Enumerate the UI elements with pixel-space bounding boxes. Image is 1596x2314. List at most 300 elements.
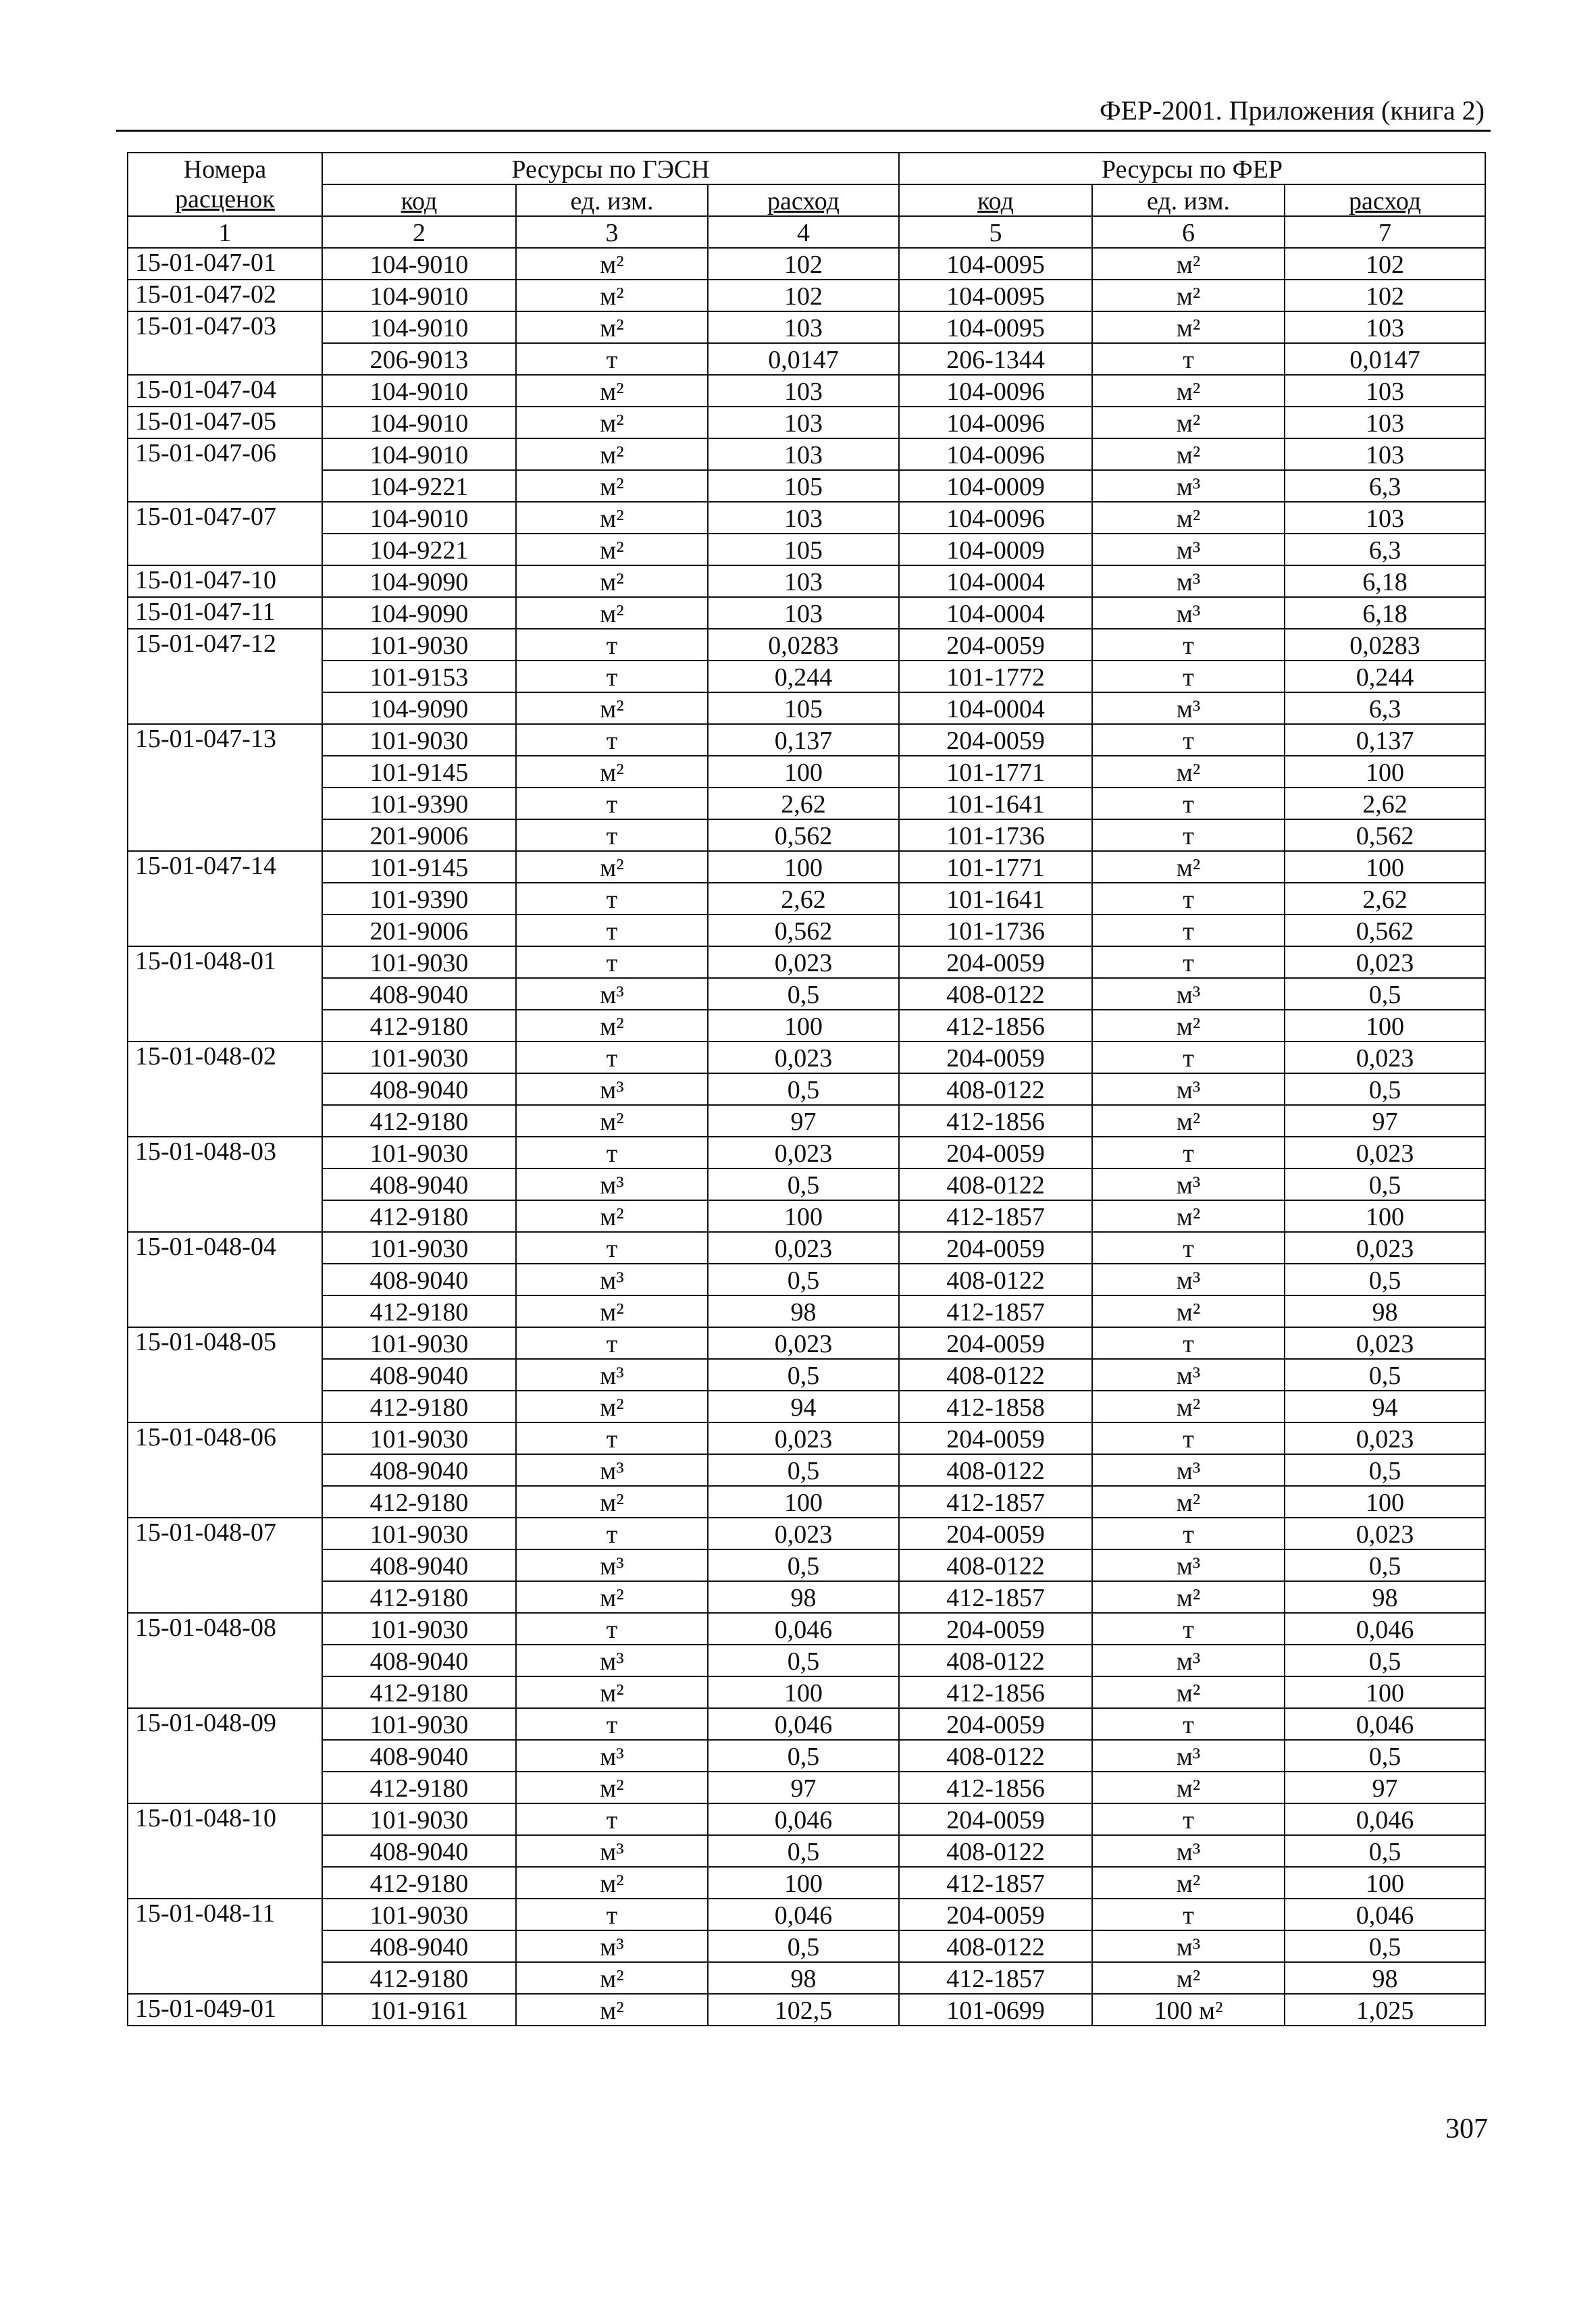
gesn-code-cell: 206-9013 [322, 343, 516, 375]
gesn-qty-cell: 98 [708, 1962, 899, 1994]
gesn-qty-cell: 102,5 [708, 1994, 899, 2026]
gesn-unit-cell: м² [516, 534, 708, 565]
table-row [128, 629, 1485, 661]
fer-qty-cell: 0,562 [1285, 819, 1485, 851]
gesn-qty-cell: 0,046 [708, 1613, 899, 1645]
gesn-qty-cell: 102 [708, 280, 899, 311]
fer-qty-cell: 100 [1285, 1676, 1485, 1708]
table-row [128, 692, 1485, 724]
gesn-code-cell: 104-9010 [322, 248, 516, 280]
fer-code-cell: 101-0699 [899, 1994, 1092, 2026]
gesn-qty-cell: 0,046 [708, 1899, 899, 1930]
table-row [128, 883, 1485, 915]
gesn-code-cell: 101-9145 [322, 851, 516, 883]
fer-unit-cell: м³ [1092, 1549, 1285, 1581]
rate-number-cell: 15-01-048-11 [128, 1899, 322, 1994]
fer-unit-cell: м³ [1092, 597, 1285, 629]
fer-unit-cell: м³ [1092, 1930, 1285, 1962]
fer-code-cell: 104-0096 [899, 375, 1092, 407]
gesn-unit-cell: м³ [516, 1168, 708, 1200]
fer-code-cell: 104-0095 [899, 311, 1092, 343]
gesn-unit-cell: м² [516, 565, 708, 597]
gesn-code-cell: 101-9390 [322, 788, 516, 819]
gesn-unit-cell: м² [516, 438, 708, 470]
table-row [128, 1803, 1485, 1835]
fer-unit-cell: т [1092, 1042, 1285, 1073]
gesn-unit-cell: м³ [516, 1549, 708, 1581]
gesn-code-cell: 412-9180 [322, 1486, 516, 1518]
gesn-unit-cell: м² [516, 1994, 708, 2026]
fer-unit-cell: м² [1092, 1295, 1285, 1327]
rates-header-line1: Номера [183, 155, 267, 184]
gesn-qty-cell: 94 [708, 1391, 899, 1422]
table-row [128, 1232, 1485, 1264]
fer-qty-cell: 0,5 [1285, 1930, 1485, 1962]
fer-unit-cell: т [1092, 1422, 1285, 1454]
gesn-unit-cell: т [516, 1137, 708, 1168]
column-number: 4 [708, 216, 899, 248]
gesn-unit-cell: м² [516, 311, 708, 343]
gesn-unit-cell: м² [516, 1105, 708, 1137]
gesn-qty-cell: 0,244 [708, 661, 899, 692]
fer-qty-cell: 94 [1285, 1391, 1485, 1422]
gesn-qty-cell: 0,0147 [708, 343, 899, 375]
gesn-unit-cell: т [516, 915, 708, 946]
gesn-qty-cell: 0,5 [708, 1168, 899, 1200]
table-row [128, 946, 1485, 978]
gesn-qty-header: расход [708, 184, 899, 216]
fer-qty-cell: 0,5 [1285, 1168, 1485, 1200]
gesn-code-cell: 408-9040 [322, 1835, 516, 1867]
gesn-unit-cell: м³ [516, 1835, 708, 1867]
fer-code-cell: 412-1857 [899, 1962, 1092, 1994]
gesn-qty-cell: 0,023 [708, 1137, 899, 1168]
table-row [128, 1708, 1485, 1740]
fer-qty-cell: 103 [1285, 375, 1485, 407]
rate-number-cell: 15-01-048-04 [128, 1232, 322, 1327]
gesn-code-cell: 101-9030 [322, 1803, 516, 1835]
rate-number-cell: 15-01-048-01 [128, 946, 322, 1042]
gesn-code-cell: 104-9010 [322, 407, 516, 438]
fer-unit-cell: т [1092, 1803, 1285, 1835]
fer-code-cell: 204-0059 [899, 1422, 1092, 1454]
gesn-code-cell: 412-9180 [322, 1581, 516, 1613]
rate-number-cell: 15-01-048-06 [128, 1422, 322, 1518]
rate-number-cell: 15-01-048-05 [128, 1327, 322, 1422]
table-row [128, 1295, 1485, 1327]
gesn-qty-cell: 100 [708, 1486, 899, 1518]
column-numbers-row [128, 216, 1485, 248]
fer-unit-cell: т [1092, 724, 1285, 756]
gesn-code-cell: 101-9030 [322, 1899, 516, 1930]
fer-code-header: код [899, 184, 1092, 216]
fer-unit-cell: м³ [1092, 692, 1285, 724]
table-row [128, 1359, 1485, 1391]
gesn-code-cell: 101-9030 [322, 1422, 516, 1454]
gesn-code-cell: 408-9040 [322, 1168, 516, 1200]
gesn-qty-cell: 0,5 [708, 1359, 899, 1391]
fer-qty-cell: 0,023 [1285, 1042, 1485, 1073]
fer-qty-cell: 0,5 [1285, 1264, 1485, 1295]
table-row [128, 280, 1485, 311]
gesn-code-cell: 412-9180 [322, 1010, 516, 1042]
fer-code-cell: 408-0122 [899, 1168, 1092, 1200]
table-row [128, 1168, 1485, 1200]
gesn-unit-cell: м³ [516, 1073, 708, 1105]
fer-qty-cell: 0,046 [1285, 1613, 1485, 1645]
gesn-qty-cell: 98 [708, 1581, 899, 1613]
table-row [128, 1867, 1485, 1899]
fer-code-cell: 412-1857 [899, 1295, 1092, 1327]
gesn-code-cell: 201-9006 [322, 819, 516, 851]
gesn-code-cell: 408-9040 [322, 978, 516, 1010]
fer-unit-cell: т [1092, 1613, 1285, 1645]
gesn-qty-cell: 105 [708, 534, 899, 565]
gesn-code-cell: 101-9145 [322, 756, 516, 788]
gesn-unit-cell: т [516, 1613, 708, 1645]
gesn-group-header: Ресурсы по ГЭСН [322, 153, 899, 184]
fer-code-cell: 408-0122 [899, 1930, 1092, 1962]
table-row [128, 1454, 1485, 1486]
gesn-qty-cell: 103 [708, 375, 899, 407]
gesn-code-cell: 408-9040 [322, 1359, 516, 1391]
gesn-unit-cell: т [516, 1042, 708, 1073]
fer-code-cell: 104-0096 [899, 502, 1092, 534]
fer-qty-cell: 100 [1285, 756, 1485, 788]
gesn-qty-cell: 97 [708, 1105, 899, 1137]
gesn-qty-cell: 2,62 [708, 883, 899, 915]
gesn-unit-cell: м³ [516, 1930, 708, 1962]
table-row [128, 1645, 1485, 1676]
fer-qty-cell: 103 [1285, 438, 1485, 470]
gesn-unit-cell: т [516, 1232, 708, 1264]
table-row [128, 1962, 1485, 1994]
fer-qty-cell: 0,0147 [1285, 343, 1485, 375]
fer-code-cell: 412-1856 [899, 1676, 1092, 1708]
gesn-code-cell: 412-9180 [322, 1867, 516, 1899]
table-row [128, 1105, 1485, 1137]
fer-qty-cell: 102 [1285, 280, 1485, 311]
rate-number-cell: 15-01-049-01 [128, 1994, 322, 2026]
fer-qty-cell: 0,5 [1285, 1549, 1485, 1581]
fer-code-cell: 408-0122 [899, 1073, 1092, 1105]
gesn-unit-cell: м² [516, 1962, 708, 1994]
gesn-code-cell: 408-9040 [322, 1740, 516, 1772]
gesn-code-cell: 201-9006 [322, 915, 516, 946]
table-row [128, 1676, 1485, 1708]
rate-number-cell: 15-01-047-05 [128, 407, 322, 438]
gesn-unit-cell: м² [516, 375, 708, 407]
gesn-qty-cell: 97 [708, 1772, 899, 1803]
table-row [128, 565, 1485, 597]
table-row [128, 1899, 1485, 1930]
fer-code-cell: 104-0009 [899, 534, 1092, 565]
fer-unit-cell: т [1092, 819, 1285, 851]
fer-qty-cell: 103 [1285, 502, 1485, 534]
gesn-code-cell: 408-9040 [322, 1454, 516, 1486]
gesn-code-header: код [322, 184, 516, 216]
fer-qty-cell: 6,3 [1285, 692, 1485, 724]
fer-unit-cell: м² [1092, 375, 1285, 407]
fer-unit-cell: т [1092, 915, 1285, 946]
gesn-qty-cell: 102 [708, 248, 899, 280]
header-rule [116, 130, 1491, 132]
table-row [128, 1740, 1485, 1772]
gesn-code-cell: 412-9180 [322, 1962, 516, 1994]
fer-code-cell: 408-0122 [899, 1264, 1092, 1295]
fer-qty-cell: 0,023 [1285, 946, 1485, 978]
rate-number-cell: 15-01-048-08 [128, 1613, 322, 1708]
fer-qty-cell: 103 [1285, 407, 1485, 438]
fer-code-cell: 101-1771 [899, 851, 1092, 883]
fer-unit-cell: м² [1092, 311, 1285, 343]
fer-unit-cell: т [1092, 788, 1285, 819]
gesn-unit-cell: м³ [516, 978, 708, 1010]
fer-code-cell: 104-0004 [899, 597, 1092, 629]
page-header-title: ФЕР-2001. Приложения (книга 2) [1100, 95, 1485, 126]
rates-column-header [128, 153, 322, 216]
gesn-code-cell: 104-9090 [322, 565, 516, 597]
table-row [128, 1200, 1485, 1232]
gesn-qty-cell: 0,5 [708, 1549, 899, 1581]
gesn-unit-cell: м² [516, 1581, 708, 1613]
gesn-unit-cell: т [516, 788, 708, 819]
column-number: 6 [1092, 216, 1285, 248]
table-row [128, 788, 1485, 819]
fer-unit-cell: м³ [1092, 1264, 1285, 1295]
gesn-qty-cell: 0,023 [708, 946, 899, 978]
rate-number-cell: 15-01-047-02 [128, 280, 322, 311]
gesn-unit-cell: м² [516, 1010, 708, 1042]
rate-number-cell: 15-01-047-12 [128, 629, 322, 724]
rate-number-cell: 15-01-047-04 [128, 375, 322, 407]
table-row [128, 1073, 1485, 1105]
fer-unit-cell: м³ [1092, 1168, 1285, 1200]
gesn-qty-cell: 0,5 [708, 1835, 899, 1867]
table-row [128, 978, 1485, 1010]
gesn-unit-cell: т [516, 1422, 708, 1454]
table-row [128, 438, 1485, 470]
gesn-code-cell: 101-9030 [322, 1137, 516, 1168]
fer-qty-cell: 0,5 [1285, 1454, 1485, 1486]
fer-unit-cell: м² [1092, 502, 1285, 534]
fer-unit-cell: м² [1092, 1867, 1285, 1899]
fer-qty-cell: 0,023 [1285, 1137, 1485, 1168]
fer-code-cell: 101-1772 [899, 661, 1092, 692]
table-row [128, 1772, 1485, 1803]
fer-unit-cell: т [1092, 1232, 1285, 1264]
fer-code-cell: 204-0059 [899, 629, 1092, 661]
gesn-unit-cell: т [516, 1518, 708, 1549]
table-body [128, 248, 1485, 2026]
gesn-code-cell: 412-9180 [322, 1391, 516, 1422]
gesn-code-cell: 101-9030 [322, 629, 516, 661]
rate-number-cell: 15-01-048-03 [128, 1137, 322, 1232]
gesn-unit-cell: м² [516, 502, 708, 534]
gesn-unit-cell: м² [516, 692, 708, 724]
fer-code-cell: 204-0059 [899, 1232, 1092, 1264]
rate-number-cell: 15-01-047-06 [128, 438, 322, 502]
gesn-unit-cell: т [516, 819, 708, 851]
gesn-qty-cell: 100 [708, 1010, 899, 1042]
fer-unit-cell: м³ [1092, 1073, 1285, 1105]
fer-qty-cell: 0,5 [1285, 1073, 1485, 1105]
fer-code-cell: 408-0122 [899, 1740, 1092, 1772]
gesn-unit-cell: м³ [516, 1645, 708, 1676]
fer-code-cell: 204-0059 [899, 724, 1092, 756]
fer-code-cell: 408-0122 [899, 1835, 1092, 1867]
fer-unit-cell: т [1092, 946, 1285, 978]
rate-number-cell: 15-01-047-11 [128, 597, 322, 629]
gesn-code-cell: 104-9010 [322, 438, 516, 470]
fer-qty-cell: 6,3 [1285, 534, 1485, 565]
gesn-unit-cell: т [516, 1708, 708, 1740]
fer-code-cell: 412-1858 [899, 1391, 1092, 1422]
table-row [128, 1994, 1485, 2026]
gesn-code-cell: 412-9180 [322, 1676, 516, 1708]
gesn-code-cell: 101-9030 [322, 724, 516, 756]
table-row [128, 1613, 1485, 1645]
gesn-unit-cell: м³ [516, 1264, 708, 1295]
fer-qty-cell: 0,5 [1285, 1359, 1485, 1391]
gesn-qty-cell: 0,023 [708, 1042, 899, 1073]
gesn-unit-cell: м² [516, 407, 708, 438]
fer-unit-cell: м² [1092, 851, 1285, 883]
fer-code-cell: 204-0059 [899, 1613, 1092, 1645]
fer-unit-cell: м³ [1092, 1740, 1285, 1772]
fer-code-cell: 204-0059 [899, 1708, 1092, 1740]
fer-unit-cell: т [1092, 1899, 1285, 1930]
fer-qty-cell: 98 [1285, 1581, 1485, 1613]
gesn-code-cell: 412-9180 [322, 1295, 516, 1327]
table-row [128, 1581, 1485, 1613]
gesn-code-cell: 101-9030 [322, 1613, 516, 1645]
fer-unit-cell: т [1092, 1708, 1285, 1740]
rate-number-cell: 15-01-047-13 [128, 724, 322, 851]
fer-unit-cell: м² [1092, 248, 1285, 280]
fer-code-cell: 104-0009 [899, 470, 1092, 502]
fer-code-cell: 104-0095 [899, 248, 1092, 280]
fer-qty-cell: 100 [1285, 1010, 1485, 1042]
fer-unit-cell: м³ [1092, 565, 1285, 597]
fer-qty-cell: 6,18 [1285, 597, 1485, 629]
gesn-qty-cell: 100 [708, 1200, 899, 1232]
fer-code-cell: 101-1771 [899, 756, 1092, 788]
gesn-unit-cell: м² [516, 597, 708, 629]
fer-code-cell: 412-1856 [899, 1010, 1092, 1042]
gesn-qty-cell: 103 [708, 502, 899, 534]
fer-qty-cell: 97 [1285, 1105, 1485, 1137]
gesn-qty-cell: 100 [708, 851, 899, 883]
fer-unit-cell: м² [1092, 1962, 1285, 1994]
fer-unit-cell: м³ [1092, 470, 1285, 502]
rate-number-cell: 15-01-047-14 [128, 851, 322, 946]
fer-qty-cell: 102 [1285, 248, 1485, 280]
fer-qty-cell: 100 [1285, 851, 1485, 883]
fer-qty-cell: 98 [1285, 1295, 1485, 1327]
column-number: 1 [128, 216, 322, 248]
fer-code-cell: 408-0122 [899, 1645, 1092, 1676]
column-number: 5 [899, 216, 1092, 248]
fer-qty-cell: 100 [1285, 1486, 1485, 1518]
fer-unit-cell: м² [1092, 280, 1285, 311]
gesn-qty-cell: 0,023 [708, 1422, 899, 1454]
fer-unit-cell: м² [1092, 1676, 1285, 1708]
gesn-unit-cell: т [516, 883, 708, 915]
fer-unit-cell: м² [1092, 1391, 1285, 1422]
fer-code-cell: 408-0122 [899, 978, 1092, 1010]
fer-code-cell: 204-0059 [899, 1518, 1092, 1549]
rate-number-cell: 15-01-047-07 [128, 502, 322, 565]
table-row [128, 1010, 1485, 1042]
gesn-qty-cell: 0,5 [708, 1073, 899, 1105]
fer-qty-cell: 6,18 [1285, 565, 1485, 597]
gesn-code-cell: 408-9040 [322, 1645, 516, 1676]
gesn-unit-cell: м² [516, 756, 708, 788]
fer-qty-cell: 0,562 [1285, 915, 1485, 946]
fer-unit-cell: м³ [1092, 1454, 1285, 1486]
gesn-unit-cell: м² [516, 1391, 708, 1422]
table-row [128, 502, 1485, 534]
gesn-code-cell: 408-9040 [322, 1549, 516, 1581]
fer-code-cell: 412-1856 [899, 1105, 1092, 1137]
fer-unit-cell: м² [1092, 1486, 1285, 1518]
gesn-qty-cell: 100 [708, 1676, 899, 1708]
gesn-code-cell: 101-9030 [322, 1232, 516, 1264]
fer-qty-cell: 103 [1285, 311, 1485, 343]
gesn-unit-cell: м² [516, 1867, 708, 1899]
gesn-qty-cell: 103 [708, 597, 899, 629]
gesn-unit-cell: т [516, 724, 708, 756]
fer-unit-cell: т [1092, 1518, 1285, 1549]
table-header [128, 153, 1485, 248]
table-row [128, 1549, 1485, 1581]
gesn-code-cell: 101-9030 [322, 1518, 516, 1549]
gesn-qty-cell: 98 [708, 1295, 899, 1327]
rate-number-cell: 15-01-047-03 [128, 311, 322, 375]
gesn-unit-cell: т [516, 343, 708, 375]
gesn-qty-cell: 0,023 [708, 1518, 899, 1549]
gesn-code-cell: 101-9390 [322, 883, 516, 915]
fer-qty-cell: 6,3 [1285, 470, 1485, 502]
rate-number-cell: 15-01-048-10 [128, 1803, 322, 1899]
gesn-code-cell: 412-9180 [322, 1200, 516, 1232]
gesn-code-cell: 101-9153 [322, 661, 516, 692]
fer-code-cell: 412-1857 [899, 1867, 1092, 1899]
fer-unit-cell: м² [1092, 756, 1285, 788]
table-row [128, 1835, 1485, 1867]
table-row [128, 534, 1485, 565]
fer-code-cell: 104-0004 [899, 692, 1092, 724]
fer-unit-cell: т [1092, 1327, 1285, 1359]
table-row [128, 407, 1485, 438]
rates-header-line2: расценок [175, 185, 275, 213]
fer-code-cell: 412-1857 [899, 1200, 1092, 1232]
gesn-code-cell: 104-9221 [322, 470, 516, 502]
fer-qty-cell: 0,023 [1285, 1518, 1485, 1549]
fer-unit-cell: м² [1092, 1772, 1285, 1803]
fer-code-cell: 412-1856 [899, 1772, 1092, 1803]
table-row [128, 1930, 1485, 1962]
table-row [128, 756, 1485, 788]
gesn-unit-cell: т [516, 1803, 708, 1835]
fer-code-cell: 101-1641 [899, 883, 1092, 915]
fer-code-cell: 412-1857 [899, 1581, 1092, 1613]
gesn-qty-cell: 103 [708, 311, 899, 343]
gesn-qty-cell: 105 [708, 470, 899, 502]
fer-code-cell: 408-0122 [899, 1359, 1092, 1391]
fer-code-cell: 101-1641 [899, 788, 1092, 819]
